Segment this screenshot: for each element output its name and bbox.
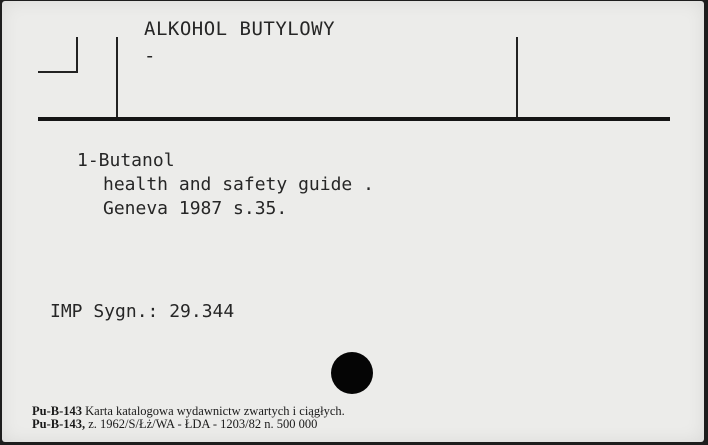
footer-text-2: z. 1962/S/Łż/WA - ŁDA - 1203/82 n. 500 000 xyxy=(88,417,318,431)
header-rule xyxy=(38,117,670,121)
entry-publication: Geneva 1987 s.35. xyxy=(103,198,288,219)
footer-line-2 xyxy=(32,418,345,431)
corner-mark xyxy=(38,37,78,73)
catalog-card xyxy=(2,1,704,442)
footer-code-1: Pu-B-143 xyxy=(32,404,82,418)
footer-code-2: Pu-B-143, xyxy=(32,417,86,431)
call-number: IMP Sygn.: 29.344 xyxy=(50,301,235,322)
punch-hole xyxy=(331,352,373,394)
subject-heading-dash: - xyxy=(144,45,156,67)
entry-title: 1-Butanol xyxy=(77,150,175,171)
subject-heading: ALKOHOL BUTYLOWY xyxy=(144,18,336,40)
left-rule xyxy=(116,37,118,117)
right-rule xyxy=(516,37,518,117)
footer-text-1: Karta katalogowa wydawnictw zwartych i ciągłych. xyxy=(85,404,345,418)
card-footer xyxy=(32,405,345,431)
entry-subtitle: health and safety guide . xyxy=(103,174,374,195)
bibliographic-entry xyxy=(77,149,374,221)
